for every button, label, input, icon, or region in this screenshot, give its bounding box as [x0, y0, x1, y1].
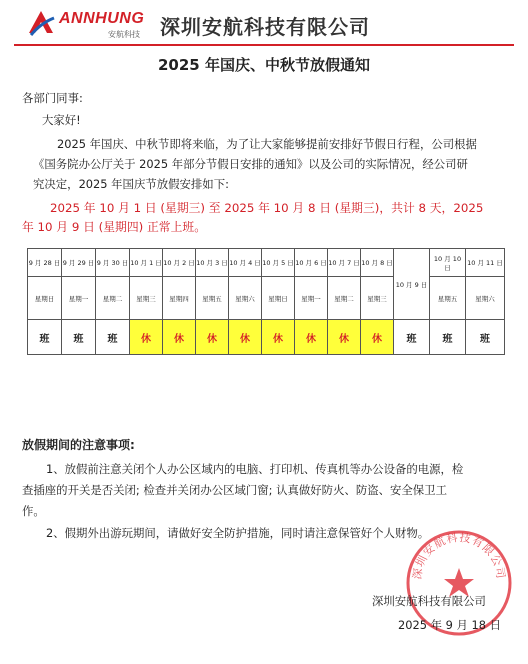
date-cell: 9 月 29 日 [62, 249, 96, 277]
date-cell: 10 月 9 日 [394, 249, 430, 320]
status-cell-rest: 休 [163, 320, 196, 355]
status-cell-rest: 休 [328, 320, 361, 355]
date-cell: 10 月 2 日 [163, 249, 196, 277]
weekday-cell: 星期三 [130, 277, 163, 320]
weekday-cell: 星期一 [62, 277, 96, 320]
company-name: 深圳安航科技有限公司 [160, 15, 370, 39]
svg-text:深圳安航科技有限公司: 深圳安航科技有限公司 [410, 530, 508, 581]
weekday-cell: 星期日 [262, 277, 295, 320]
status-cell-rest: 休 [196, 320, 229, 355]
status-cell: 班 [28, 320, 62, 355]
holiday-period-line: 年 10 月 9 日 (星期四) 正常上班。 [22, 220, 206, 234]
date-cell: 10 月 5 日 [262, 249, 295, 277]
annhung-logo-icon [27, 9, 55, 37]
status-cell: 班 [466, 320, 505, 355]
date-cell: 9 月 30 日 [96, 249, 130, 277]
status-cell-rest: 休 [229, 320, 262, 355]
note-item-1-line: 1、放假前注意关闭个人办公区域内的电脑、打印机、传真机等办公设备的电源，检 [46, 462, 464, 476]
date-cell: 10 月 3 日 [196, 249, 229, 277]
brand-name-cn: 安航科技 [108, 30, 140, 39]
signature-date: 2025 年 9 月 18 日 [398, 618, 502, 632]
status-cell: 班 [62, 320, 96, 355]
intro-line: 2025 年国庆、中秋节即将来临，为了让大家能够提前安排好节假日行程，公司根据 [57, 137, 477, 151]
status-cell-rest: 休 [262, 320, 295, 355]
status-cell: 班 [96, 320, 130, 355]
status-cell: 班 [430, 320, 466, 355]
weekday-cell: 星期六 [466, 277, 505, 320]
notes-heading: 放假期间的注意事项: [22, 438, 135, 452]
date-cell: 10 月 10 日 [430, 249, 466, 277]
note-item-2: 2、假期外出游玩期间，请做好安全防护措施，同时请注意保管好个人财物。 [46, 526, 430, 540]
date-cell: 10 月 11 日 [466, 249, 505, 277]
status-cell-rest: 休 [361, 320, 394, 355]
weekday-cell: 星期四 [163, 277, 196, 320]
status-cell-rest: 休 [295, 320, 328, 355]
status-cell: 班 [394, 320, 430, 355]
date-cell: 10 月 6 日 [295, 249, 328, 277]
date-cell: 10 月 8 日 [361, 249, 394, 277]
date-cell: 10 月 7 日 [328, 249, 361, 277]
weekday-cell: 星期二 [328, 277, 361, 320]
header-divider [14, 44, 514, 46]
weekday-cell: 星期六 [229, 277, 262, 320]
holiday-schedule-table [27, 248, 505, 355]
holiday-period-line: 2025 年 10 月 1 日 (星期三) 至 2025 年 10 月 8 日 (星期三)，共计 8 天，2025 [50, 201, 484, 215]
greeting: 大家好! [42, 113, 81, 127]
intro-line: 究决定，2025 年国庆节放假安排如下: [33, 177, 229, 191]
signature-company: 深圳安航科技有限公司 [372, 594, 486, 608]
status-cell-rest: 休 [130, 320, 163, 355]
note-item-1-line: 查插座的开关是否关闭; 检查并关闭办公区域门窗; 认真做好防火、防盗、安全保卫工 [22, 483, 447, 497]
weekday-cell: 星期日 [28, 277, 62, 320]
weekday-cell: 星期五 [196, 277, 229, 320]
salutation: 各部门同事: [22, 91, 83, 105]
weekday-cell: 星期五 [430, 277, 466, 320]
weekday-cell: 星期三 [361, 277, 394, 320]
date-cell: 9 月 28 日 [28, 249, 62, 277]
date-cell: 10 月 4 日 [229, 249, 262, 277]
brand-name-en: ANNHUNG [59, 10, 145, 27]
weekday-cell: 星期一 [295, 277, 328, 320]
letterhead [0, 0, 528, 44]
notice-title: 2025 年国庆、中秋节放假通知 [158, 56, 370, 74]
note-item-1-line: 作。 [22, 504, 45, 518]
weekday-cell: 星期二 [96, 277, 130, 320]
intro-line: 《国务院办公厅关于 2025 年部分节假日安排的通知》以及公司的实际情况，经公司研 [33, 157, 468, 171]
date-cell: 10 月 1 日 [130, 249, 163, 277]
